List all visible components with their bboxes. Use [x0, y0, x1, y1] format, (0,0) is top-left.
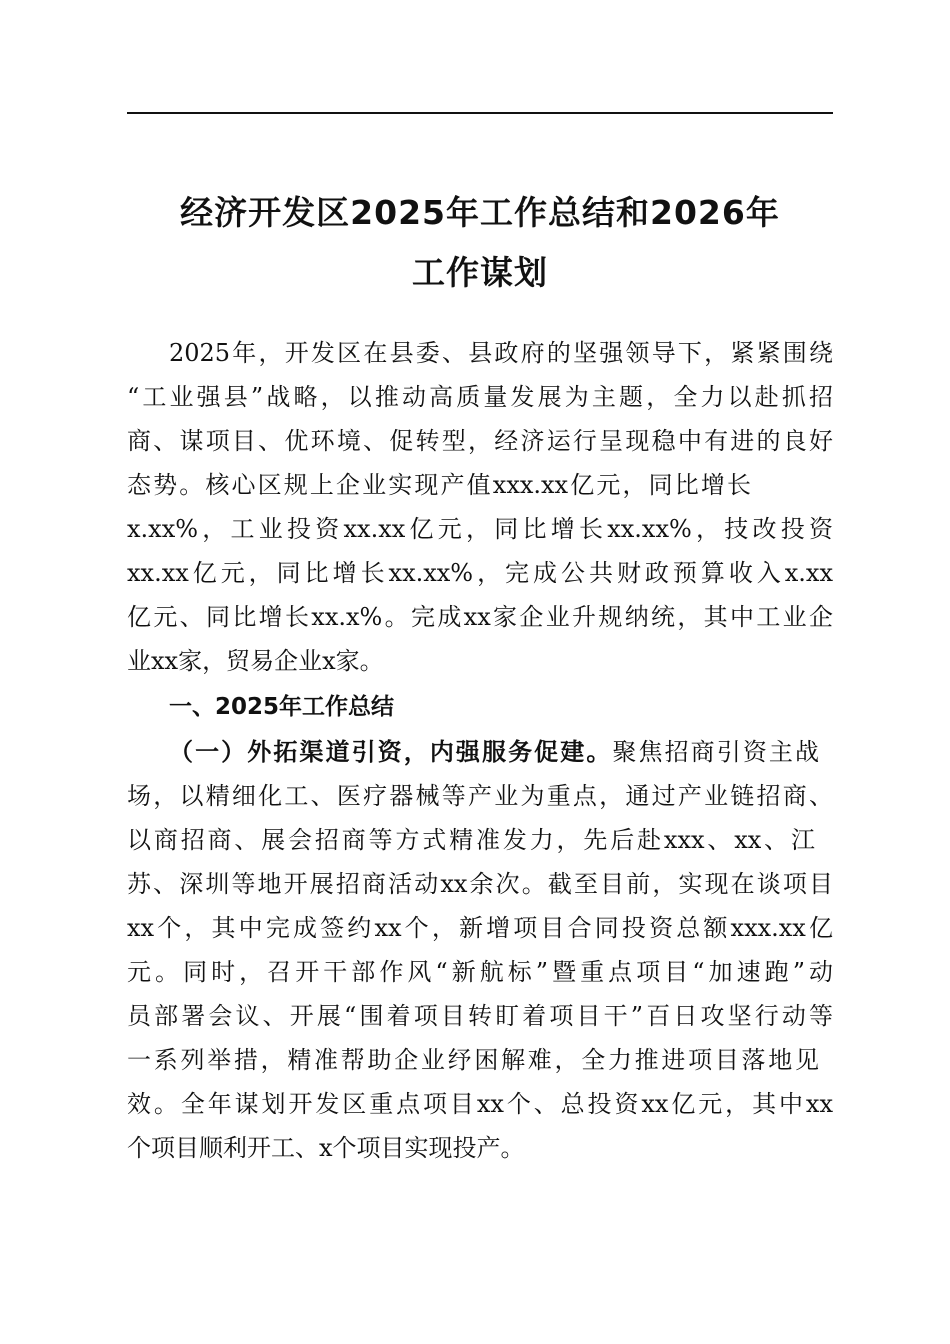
body-line: 场，以精细化工、医疗器械等产业为重点，通过产业链招商、: [127, 782, 833, 810]
intro-line: “工业强县”战略，以推动高质量发展为主题，全力以赴抓招: [127, 383, 833, 411]
intro-paragraph: [127, 331, 833, 683]
intro-line: 态势。核心区规上企业实现产值xxx.xx亿元，同比增长: [127, 471, 751, 499]
subsection-lead: （一）外拓渠道引资，内强服务促建。: [169, 737, 613, 766]
body-line: 以商招商、展会招商等方式精准发力，先后赴xxx、xx、江: [127, 826, 815, 854]
body-line: 苏、深圳等地开展招商活动xx余次。截至目前，实现在谈项目: [127, 870, 833, 898]
body-line: 效。全年谋划开发区重点项目xx个、总投资xx亿元，其中xx: [127, 1090, 833, 1118]
header-rule: [127, 112, 833, 114]
section-heading: 一、2025年工作总结: [169, 694, 395, 720]
intro-line: xx.xx亿元，同比增长xx.xx%，完成公共财政预算收入x.xx: [127, 559, 833, 587]
subsection-first-line: [127, 730, 833, 774]
document-title-line-2: 工作谋划: [412, 253, 548, 292]
section-1-paragraph: [127, 730, 833, 1170]
body-line: xx个，其中完成签约xx个，新增项目合同投资总额xxx.xx亿: [127, 914, 833, 942]
intro-line: 商、谋项目、优环境、促转型，经济运行呈现稳中有进的良好: [127, 427, 833, 455]
body-line: 个项目顺利开工、x个项目实现投产。: [127, 1134, 525, 1162]
intro-line: 2025年，开发区在县委、县政府的坚强领导下，紧紧围绕: [169, 339, 833, 367]
intro-line: x.xx%，工业投资xx.xx亿元，同比增长xx.xx%，技改投资: [127, 515, 833, 543]
intro-line: 亿元、同比增长xx.x%。完成xx家企业升规纳统，其中工业企: [127, 603, 833, 631]
body-line: 员部署会议、开展“围着项目转盯着项目干”百日攻坚行动等: [127, 1002, 833, 1030]
intro-line: 业xx家，贸易企业x家。: [127, 647, 384, 675]
subsection-lead-rest: 聚焦招商引资主战: [612, 738, 820, 766]
body-line: 一系列举措，精准帮助企业纾困解难，全力推进项目落地见: [127, 1046, 819, 1074]
body-line: 元。同时，召开干部作风“新航标”暨重点项目“加速跑”动: [127, 958, 833, 986]
document-title-line-1: 经济开发区2025年工作总结和2026年: [180, 193, 780, 232]
